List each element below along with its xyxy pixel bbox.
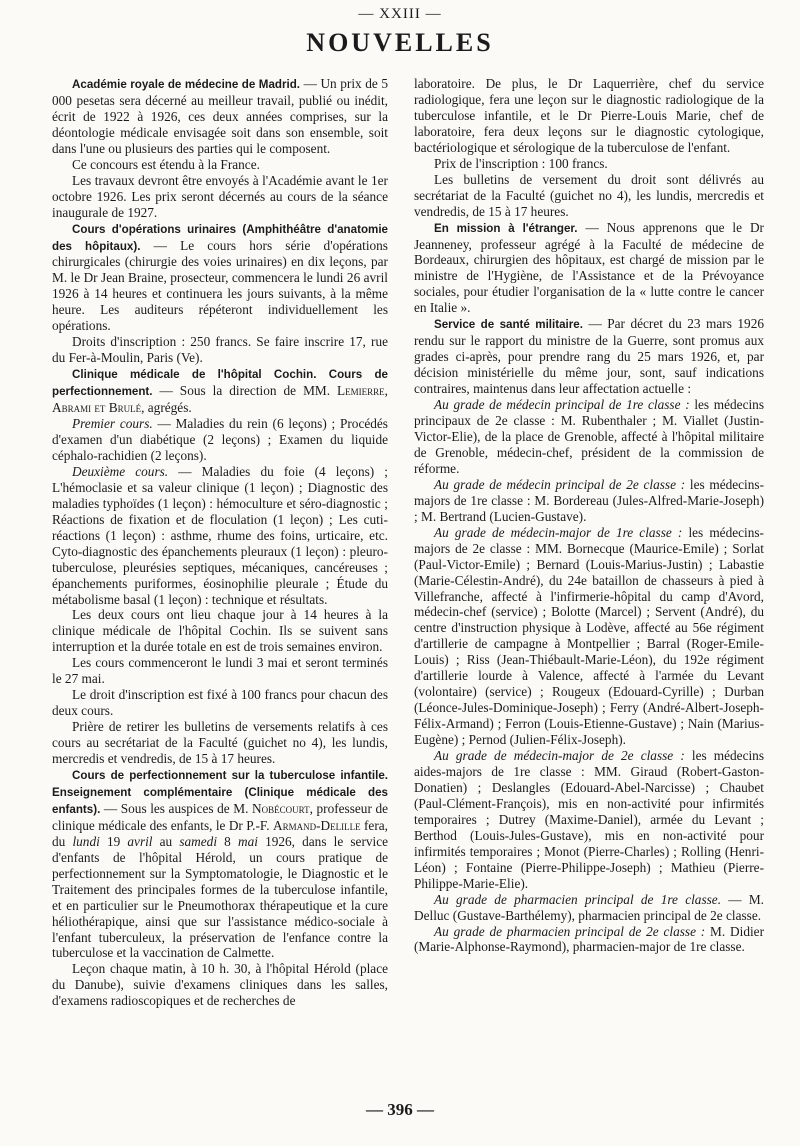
grade-label: Au grade de médecin principal de 2e classe : [434, 476, 686, 492]
article-heading: Clinique médicale de l'hôpital Cochin. Cours de perfectionnement. [52, 368, 388, 399]
paragraph: Droits d'inscription : 250 francs. Se faire inscrire 17, rue du Fer-à-Moulin, Paris (Ve). [52, 334, 388, 366]
person-name: Armand-Delille [272, 817, 361, 833]
paragraph: Leçon chaque matin, à 10 h. 30, à l'hôpital Hérold (place du Danube), suivie d'examens cliniques dans les salles, d'examens radioscopiques et de recherches de [52, 961, 388, 1009]
article-heading: En mission à l'étranger. [434, 221, 578, 235]
article-text: — Maladies du rein (6 leçons) ; Procédés d'examen d'un diabétique (2 leçons) ; Examen du liquide céphalo-rachidien (2 leçons). [52, 416, 388, 463]
article-text: , [384, 383, 388, 399]
person-name: Abrami et Brulé [52, 400, 142, 416]
article-heading: Service de santé militaire. [434, 318, 583, 332]
article-text: — M. Delluc (Gustave-Barthélemy), pharmacien principal de 2e classe. [414, 891, 765, 923]
grade-label: Au grade de pharmacien principal de 1re classe. [434, 891, 722, 907]
article-text: les médecins principaux de 2e classe : M. Rubenthaler ; M. Viallet (Justin-Victor-Elie), de la place de Grenoble, affecté à l'hôpital militaire de Grenoble, médecin-chef, président de la commission de réforme. [414, 397, 764, 476]
paragraph: Les deux cours ont lieu chaque jour à 14 heures à la clinique médicale de l'hôpital Cochin. Ils se suivent sans interruption et la durée totale en est de trois semaines environ. [52, 607, 388, 655]
right-column [414, 76, 764, 955]
course-label: Premier cours. [72, 416, 153, 432]
paragraph: Les travaux devront être envoyés à l'Académie avant le 1er octobre 1926. Les prix seront décernés au cours de la séance inaugurale de 1927. [52, 172, 388, 220]
paragraph: Prix de l'inscription : 100 francs. [434, 155, 608, 171]
promotion-entry [414, 525, 764, 748]
promotion-entry [414, 924, 764, 956]
paragraph [52, 464, 388, 608]
article-text: — Par décret du 23 mars 1926 rendu sur le rapport du ministre de la Guerre, sont promus aux grades ci-après, pour prendre rang du 25 mars 1926, et, par décision ministérielle du même jour, sont, sauf indications contraires, maintenus dans leur affectation actuelle : [414, 316, 764, 397]
date-word: lundi [72, 833, 100, 849]
grade-label: Au grade de médecin-major de 2e classe : [434, 748, 685, 764]
promotion-entry [414, 892, 764, 924]
paragraph: laboratoire. De plus, le Dr Laquerrière, chef du service radiologique, fera une leçon sur le diagnostic radiologique de la tuberculose infantile, et le Dr Pierre-Louis Marie, chef de laboratoire, fera deux leçons sur le diagnostic cytologique, bactériologique et sérologique de la tuberculose de l'enfant. [414, 76, 764, 155]
article-heading: Académie royale de médecine de Madrid. [72, 78, 301, 91]
page-number: — 396 — [366, 1100, 434, 1119]
grade-label: Au grade de médecin-major de 1re classe : [434, 524, 683, 540]
left-column [52, 76, 388, 1009]
promotion-entry [414, 748, 764, 892]
article-text: — Un prix de 5 000 pesetas sera décerné au meilleur travail, publié ou inédit, écrit de 1922 à 1926, ces deux années comprises, sur la déontologie médicale envisagée soit dans son ensemble, soit dans l'une ou plusieurs des parties qui le composent. [52, 76, 388, 156]
article-text: 1926, dans le service d'enfants de l'hôpital Hérold, un cours pratique de perfectionnement sur la Symptomatologie, le Diagnostic et le Traitement des principales formes de la tuberculose infantile, et en particulier sur le Pneumothorax thérapeutique et la cure héliothérapique, ainsi que sur l'assistance médico-sociale à l'enfant tuberculeux, la préservation de l'enfance contre la tuberculose et la vaccination de Calmette. [52, 833, 389, 961]
article-madrid [52, 76, 388, 157]
article-heading: Cours de perfectionnement sur la tuberculose infantile. Enseignement complémentaire (Clinique médicale des enfants). [52, 768, 388, 816]
article-text: fera, du [52, 817, 388, 849]
paragraph: Ce concours est étendu à la France. [72, 156, 260, 172]
promotion-entry [414, 477, 764, 525]
article-heading: Cours d'opérations urinaires (Amphithéâtre d'anatomie des hôpitaux). [52, 222, 388, 253]
person-name: Lemierre [337, 383, 385, 399]
promotion-entry [414, 397, 764, 477]
grade-label: Au grade de médecin principal de 1re classe : [434, 397, 690, 413]
date-word: samedi [179, 833, 218, 849]
article-cours-urinaires [52, 221, 388, 335]
article-text: 19 [99, 833, 128, 849]
course-label: Deuxième cours. [72, 463, 169, 479]
article-text: — Maladies du foie (4 leçons) ; L'hémoclasie et sa valeur clinique (1 leçon) ; Diagnostic des maladies typhoïdes (1 leçon) : hémoculture et séro-diagnostic ; Réactions de fixation et de floculation (1 leçon) ; Les cuti-réactions (1 leçon) : asthme, rhume des foins, urticaire, etc. Cyto-diagnostic des épanchements pleuraux (1 leçon) : pleuro-tuberculose, pleurésies septiques, mécaniques, cancéreuses ; épanchements puriformes, éosinophilie pleurale ; Étude du métabolisme basal (1 leçon) : technique et résultats. [52, 463, 388, 607]
paragraph: Prière de retirer les bulletins de versements relatifs à ces cours au secrétariat de la Faculté (guichet no 4), les lundis, mercredis et vendredis, de 15 à 17 heures. [52, 719, 388, 767]
person-name: Nobécourt [252, 800, 310, 816]
paragraph: Les cours commenceront le lundi 3 mai et seront terminés le 27 mai. [52, 655, 388, 687]
article-tuberculose [52, 767, 388, 961]
page-title: NOUVELLES [306, 28, 494, 57]
roman-folio: — XXIII — [358, 6, 442, 22]
article-text: — Nous apprenons que le Dr Jeanneney, professeur agrégé à la Faculté de médecine de Bordeaux, chirurgien des hôpitaux, est chargé de mission par le ministre de l'Hygiène, de l'Assistance et de la Prévoyance sociales, pour étudier l'organisation de la « lutte contre le cancer en Italie ». [414, 219, 764, 316]
paragraph [52, 416, 388, 464]
article-text: au [152, 833, 180, 849]
paragraph: Le droit d'inscription est fixé à 100 francs pour chacun des deux cours. [52, 687, 388, 719]
article-text: M. Didier (Marie-Alphonse-Raymond), pharmacien-major de 1re classe. [414, 923, 764, 955]
article-text: , professeur de clinique médicale des enfants, le Dr P.-F. [52, 800, 388, 833]
article-cochin [52, 366, 388, 416]
article-text: les médecins-majors de 2e classe : MM. Bornecque (Maurice-Emile) ; Sorlat (Paul-Victor-Emile) ; Bernard (Louis-Marius-Justin) ; Labastie (Marie-Célestin-André), du 24e bataillon de chasseurs à pied à Villefranche, affecté à l'infirmerie-hôpital du camp d'Avord, médecin-chef (service) ; Bolotte (Marcel) ; Servent (André), du centre d'instruction physique à Lodève, affecté au 56e régiment d'artillerie de campagne à Montpellier ; Barral (Roger-Emile-Louis) ; Riss (Jean-Thiébault-Marie-Léon), du 192e régiment d'artillerie lourde à Valence, affecté à l'armée du Levant (volontaire) (service) ; Rougeux (Edouard-Cyrille) ; Durban (Léonce-Jules-Dominique-Joseph) ; Ferry (André-Albert-Joseph-Félix-Armand) ; Ferron (Louis-Etienne-Gustave) ; Nain (Marius-Eugène) ; Pernod (Julien-Félix-Joseph). [414, 524, 764, 748]
date-word: avril [127, 833, 153, 849]
article-text: — Le cours hors série d'opérations chirurgicales (chirurgie des voies urinaires) en dix leçons, par M. le Dr Jean Braine, prosecteur, commencera le lundi 26 avril 1926 à 14 heures et continuera les jours suivants, à la même heure. Les auditeurs répéteront individuellement les opérations. [52, 237, 388, 334]
article-sante-militaire [414, 316, 764, 397]
paragraph: Les bulletins de versement du droit sont délivrés au secrétariat de la Faculté (guichet no 4), les lundis, mercredis et vendredis, de 15 à 17 heures. [414, 171, 764, 219]
date-word: mai [237, 833, 258, 849]
article-text: 8 [217, 833, 238, 849]
grade-label: Au grade de pharmacien principal de 2e classe : [434, 923, 706, 939]
article-text: , agrégés. [141, 400, 192, 416]
article-text: — Sous les auspices de M. [100, 800, 253, 816]
article-text: les médecins aides-majors de 1re classe : MM. Giraud (Robert-Gaston-Donatien) ; Deslangles (Edouard-Abel-Narcisse) ; Chaubet (Paul-Clément-François), mis en non-activité pour infirmités temporaires ; Dutrey (Maxime-Daniel), armée du Levant ; Berthod (Louis-Jules-Gustave), mis en non-activité pour infirmités temporaires ; Monot (Pierre-Charles) ; Rolling (Henri-Léon) ; Fontaine (Pierre-Philippe-Joseph) ; Mathieu (Pierre-Philippe-Marie-Elie). [414, 748, 764, 891]
article-text: — Sous la direction de MM. [152, 383, 338, 399]
article-mission [414, 220, 764, 317]
article-text: les médecins-majors de 1re classe : M. Bordereau (Jules-Alfred-Marie-Joseph) ; M. Bertrand (Lucien-Gustave). [414, 476, 765, 524]
